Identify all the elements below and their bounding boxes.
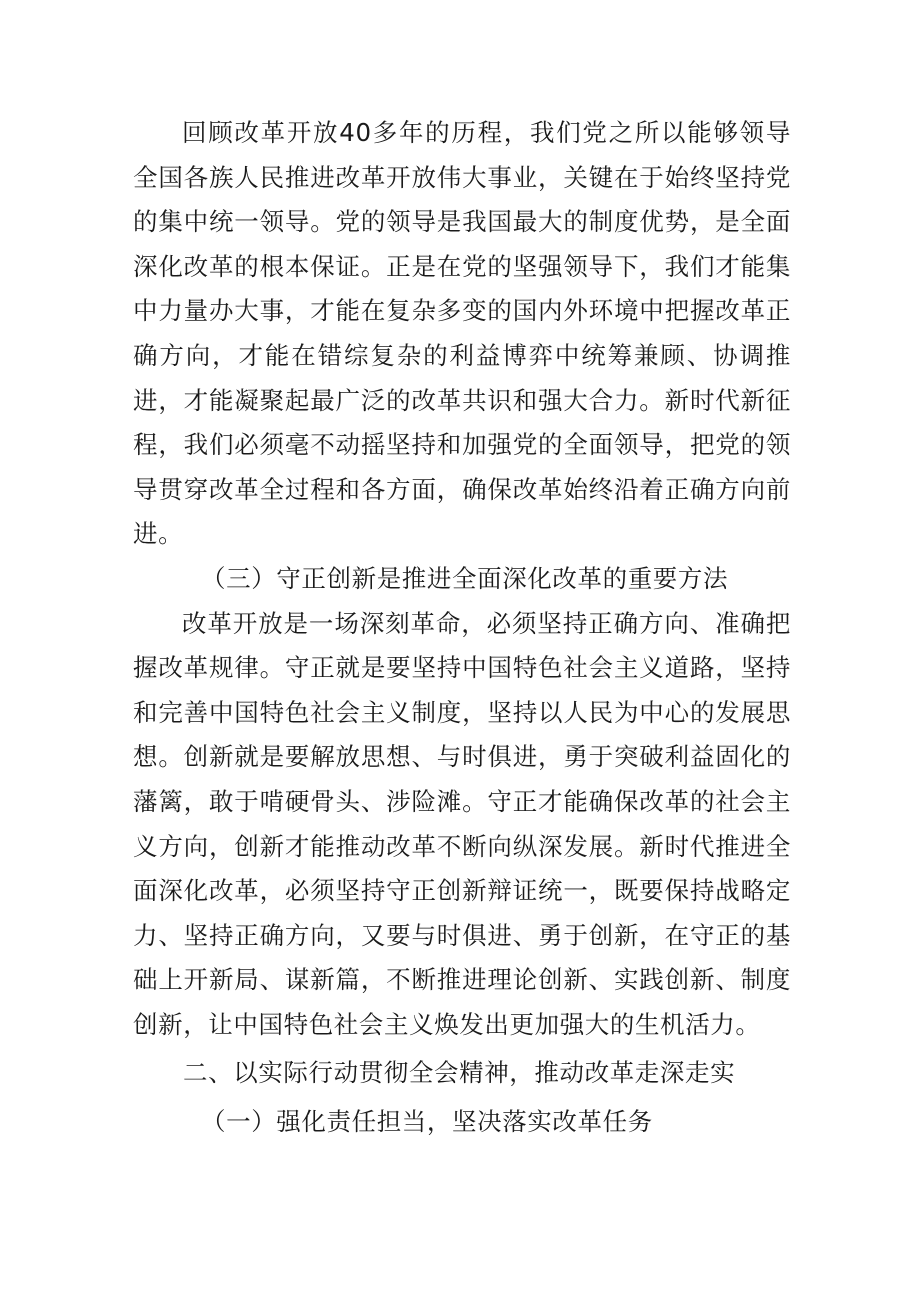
subheading-responsibility: （一）强化责任担当，坚决落实改革任务 bbox=[201, 1107, 653, 1137]
subheading-innovation-method: （三）守正创新是推进全面深化改革的重要方法 bbox=[201, 563, 729, 593]
document-body bbox=[133, 111, 791, 1145]
paragraph-party-leadership: 回顾改革开放40多年的历程，我们党之所以能够领导全国各族人民推进改革开放伟大事业，关键在于始终坚持党的集中统一领导。党的领导是我国最大的制度优势，是全面深化改革的根本保证。正是在党的坚强领导下，我们才能集中力量办大事，才能在复杂多变的国内外环境中把握改革正确方向，才能在错综复杂的利益博弈中统筹兼顾、协调推进，才能凝聚起最广泛的改革共识和强大合力。新时代新征程，我们必须毫不动摇坚持和加强党的全面领导，把党的领导贯穿改革全过程和各方面，确保改革始终沿着正确方向前进。 bbox=[133, 118, 791, 549]
paragraph-innovation: 改革开放是一场深刻革命，必须坚持正确方向、准确把握改革规律。守正就是要坚持中国特色社会主义道路，坚持和完善中国特色社会主义制度，坚持以人民为中心的发展思想。创新就是要解放思想、与时俱进，勇于突破利益固化的藩篱，敢于啃硬骨头、涉险滩。守正才能确保改革的社会主义方向，创新才能推动改革不断向纵深发展。新时代推进全面深化改革，必须坚持守正创新辩证统一，既要保持战略定力、坚持正确方向，又要与时俱进、勇于创新，在守正的基础上开新局、谋新篇，不断推进理论创新、实践创新、制度创新，让中国特色社会主义焕发出更加强大的生机活力。 bbox=[133, 608, 791, 1039]
section-heading-action: 二、以实际行动贯彻全会精神，推动改革走深走实 bbox=[183, 1058, 736, 1088]
